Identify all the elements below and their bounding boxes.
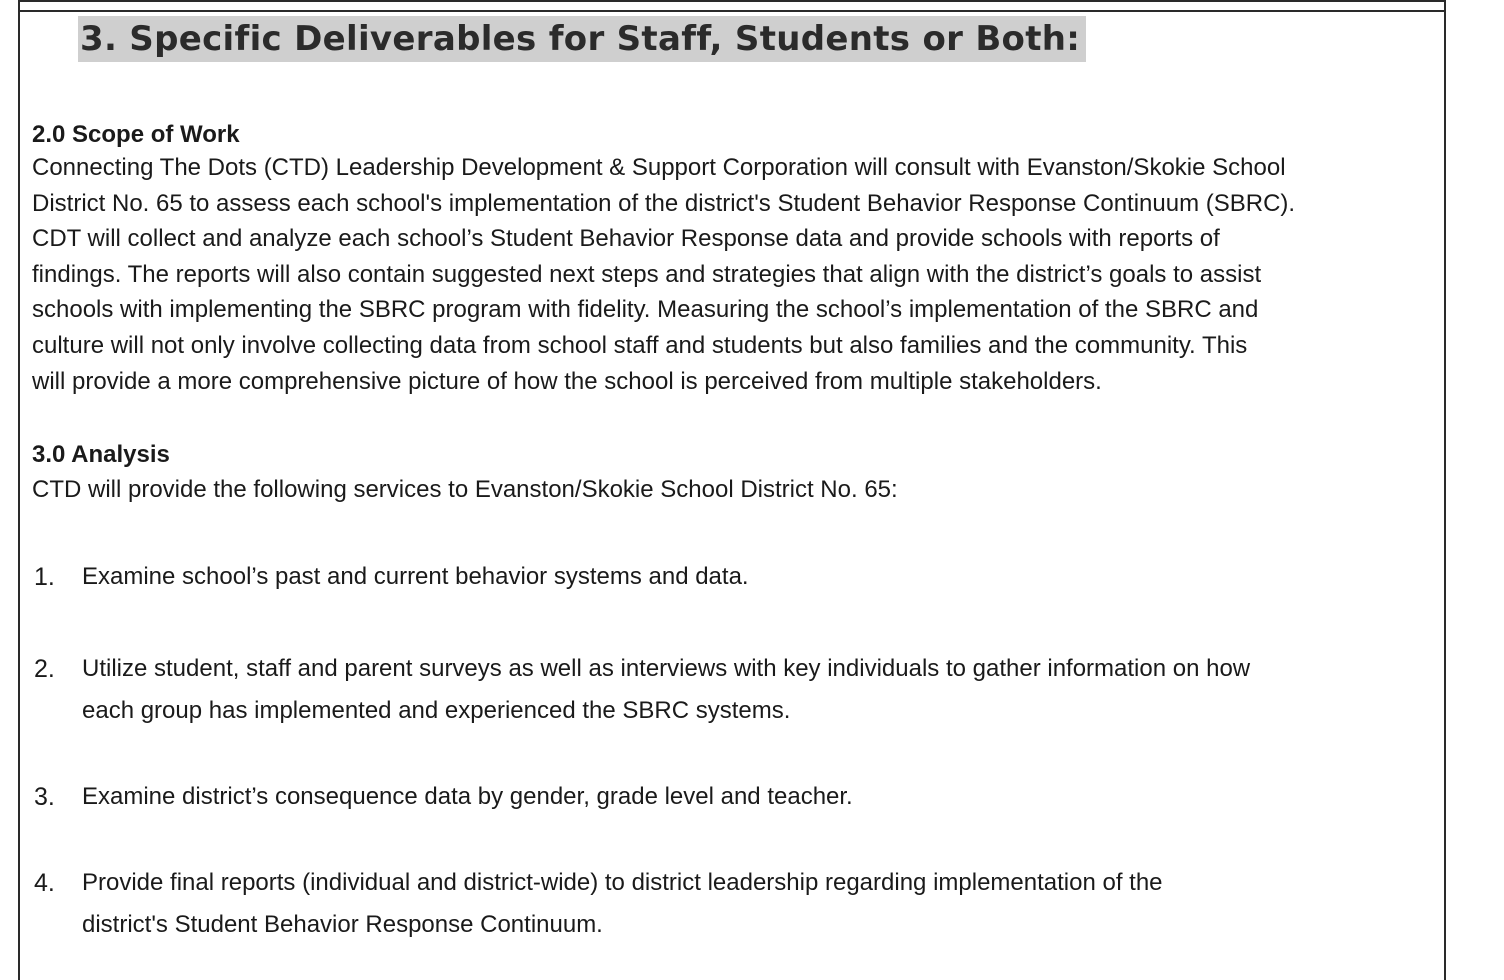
- section-heading-highlight: [78, 16, 1086, 62]
- scope-of-work-heading: 2.0 Scope of Work: [32, 121, 240, 148]
- list-item-text: Examine district’s consequence data by gender, grade level and teacher.: [82, 783, 853, 810]
- analysis-section: [32, 440, 1427, 508]
- list-item-text: Provide final reports (individual and district-wide) to district leadership regarding implementation of the district's Student Behavior Response Continuum.: [82, 869, 1163, 938]
- scope-of-work-body: Connecting The Dots (CTD) Leadership Development & Support Corporation will consult with Evanston/Skokie School District No. 65 to assess each school's implementation of the district's Student Behavior Response Continuum (SBRC). CDT will collect and analyze each school’s Student Behavior Response data and provide schools with reports of findings. The reports will also contain suggested next steps and strategies that align with the district’s goals to assist schools with implementing the SBRC program with fidelity. Measuring the school’s implementation of the SBRC and culture will not only involve collecting data from school staff and students but also families and the community. This will provide a more comprehensive picture of how the school is perceived from multiple stakeholders.: [32, 154, 1296, 395]
- list-item-text: Examine school’s past and current behavior systems and data.: [82, 563, 749, 590]
- analysis-heading: 3.0 Analysis: [32, 441, 170, 468]
- list-item-text: Utilize student, staff and parent surveys as well as interviews with key individuals to gather information on how each group has implemented and experienced the SBRC systems.: [82, 655, 1251, 724]
- list-item: [34, 776, 1424, 818]
- list-item-number: 4.: [34, 869, 55, 897]
- scope-of-work-section: [32, 120, 1427, 399]
- list-item: [34, 556, 1424, 598]
- top-rule: [18, 10, 1446, 12]
- list-item-number: 2.: [34, 655, 55, 683]
- list-item: [34, 648, 1424, 732]
- list-item-number: 1.: [34, 563, 55, 591]
- analysis-intro: CTD will provide the following services to Evanston/Skokie School District No. 65:: [32, 476, 898, 503]
- section-heading: 3. Specific Deliverables for Staff, Students or Both:: [80, 19, 1081, 59]
- list-item-number: 3.: [34, 783, 55, 811]
- list-item: [34, 862, 1424, 946]
